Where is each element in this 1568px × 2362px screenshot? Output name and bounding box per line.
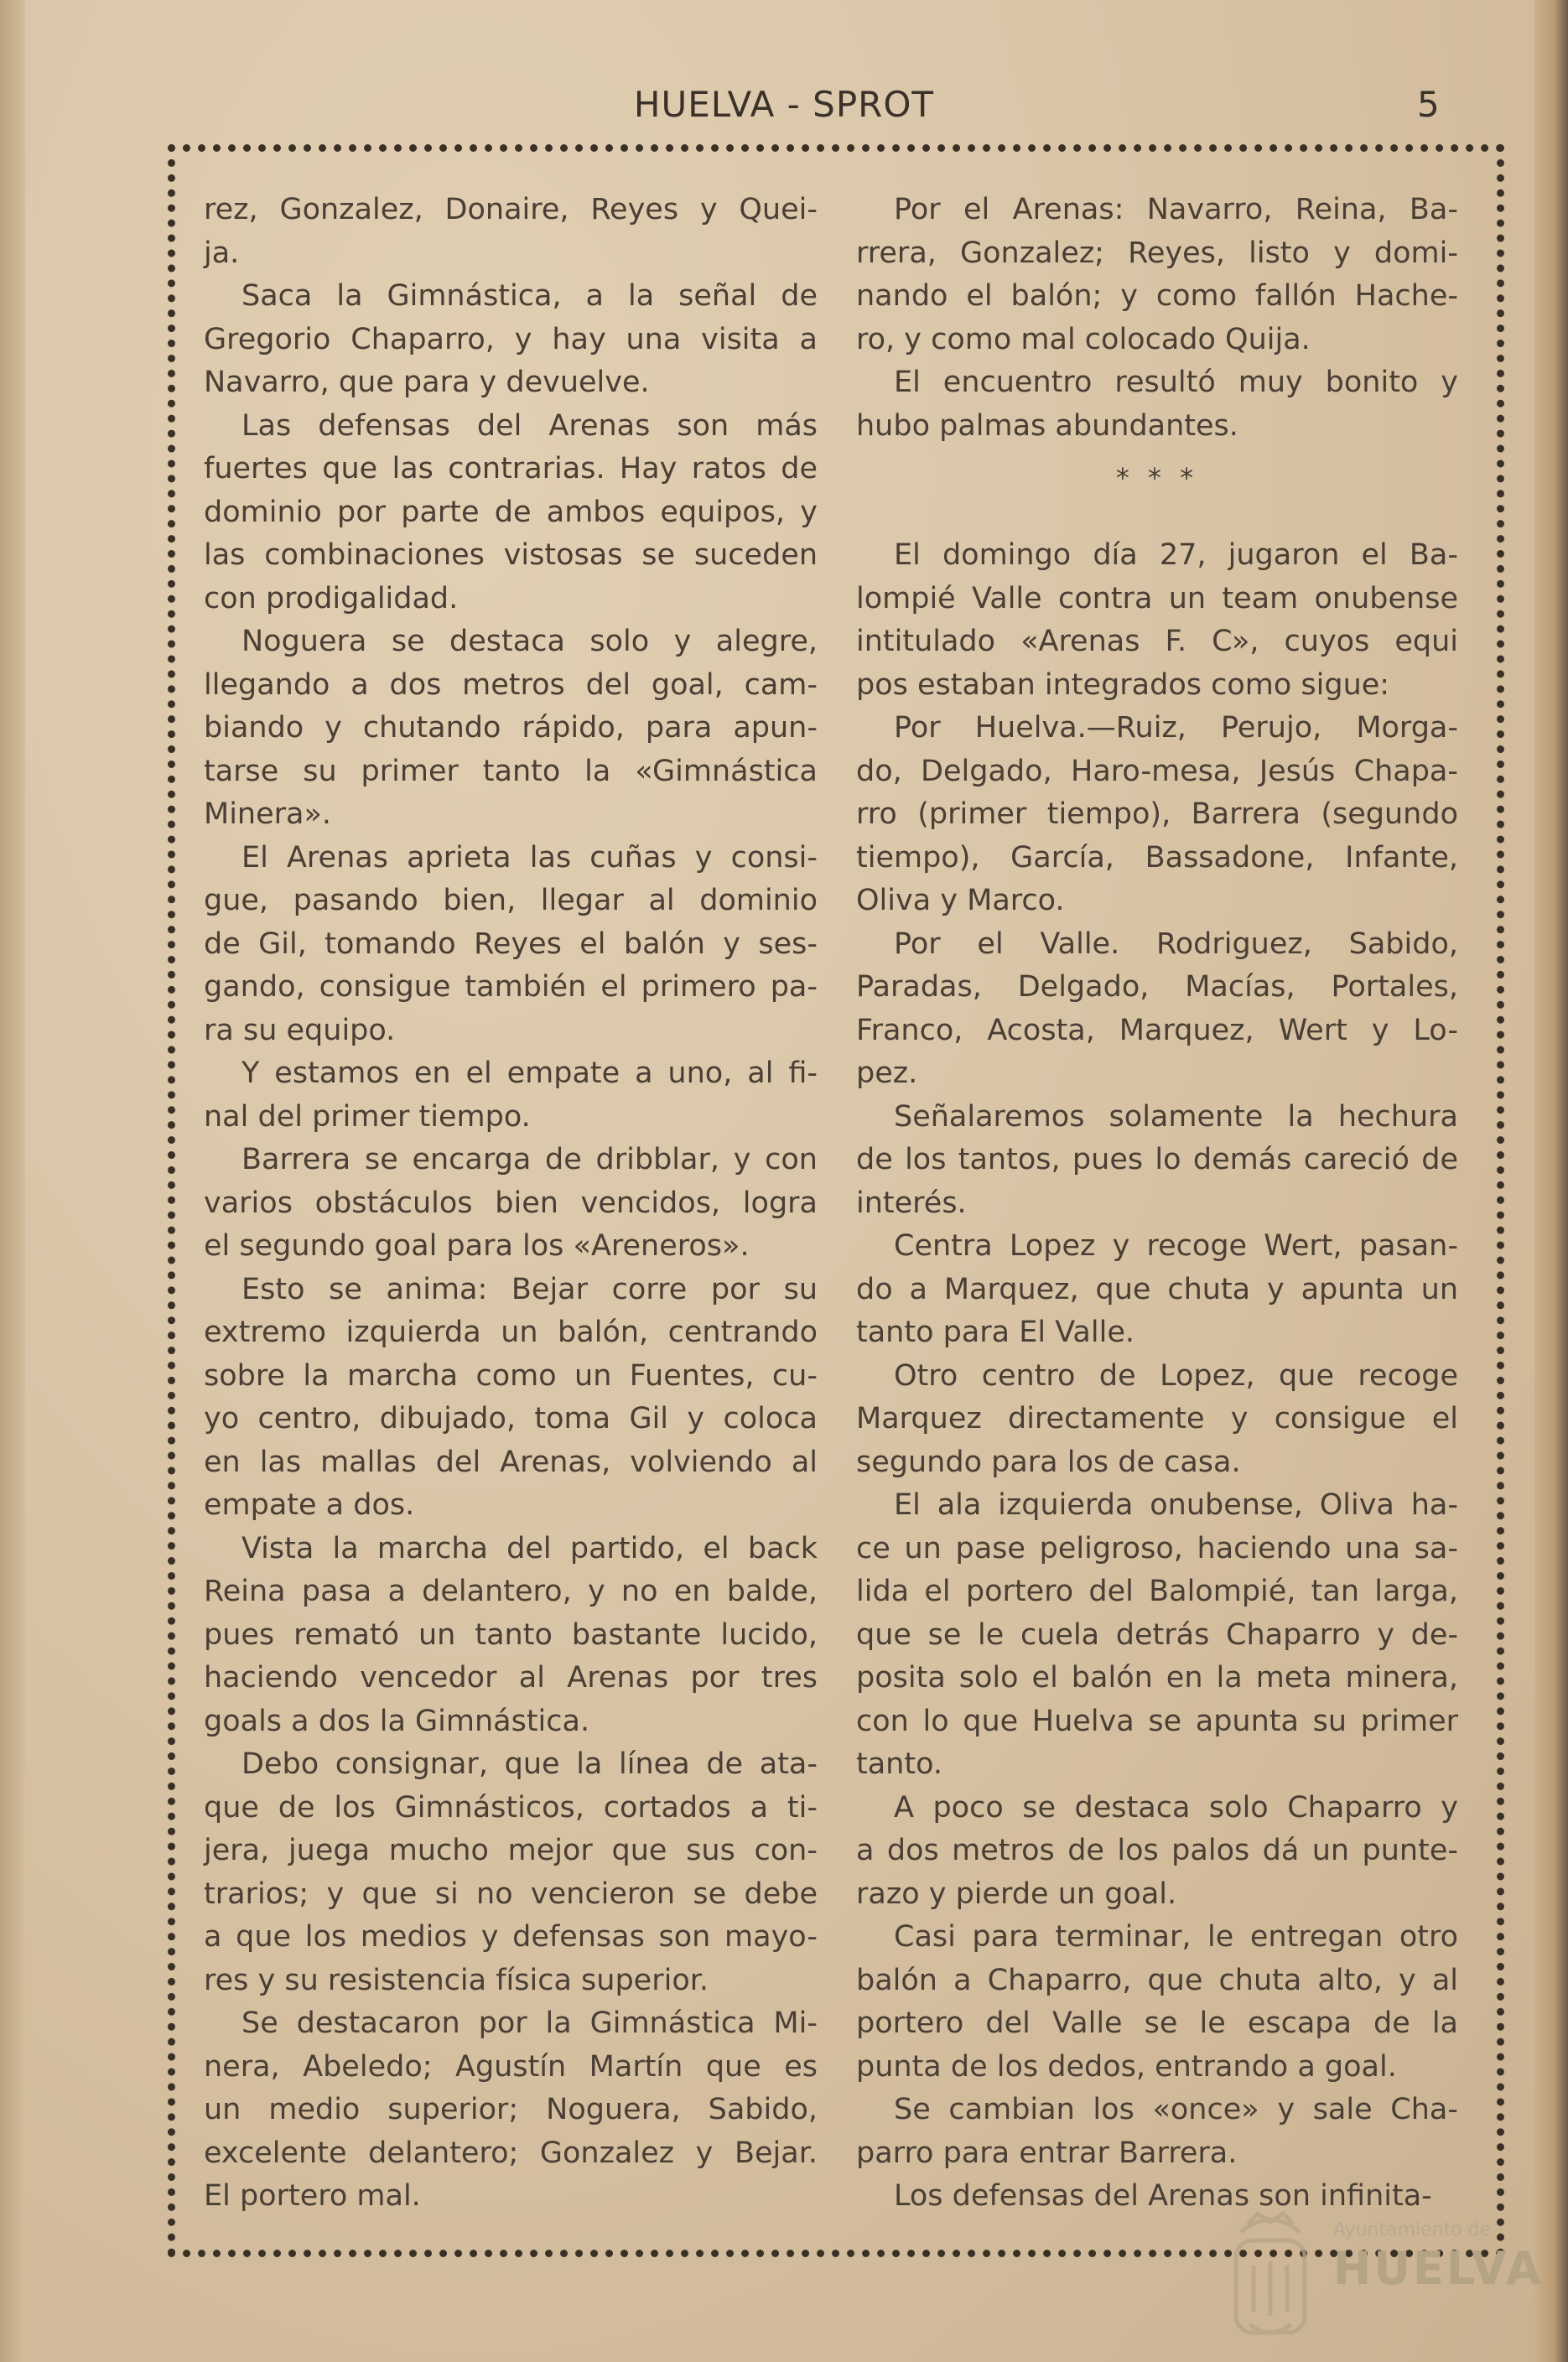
text-line: haciendo vencedor al Arenas por tres [204, 1661, 818, 1695]
text-line: llegando a dos metros del goal, cam- [204, 667, 818, 702]
text-line: razo y pierde un goal. [856, 1877, 1177, 1911]
text-line: con prodigalidad. [204, 581, 459, 615]
text-line: goals a dos la Gimnástica. [204, 1704, 590, 1738]
page-right-edge [1534, 0, 1568, 2362]
text-line: tarse su primer tanto la «Gimnástica [204, 754, 818, 788]
text-line: lida el portero del Balompié, tan larga, [856, 1575, 1458, 1608]
text-line: que se le cuela detrás Chaparro y de- [856, 1617, 1458, 1652]
text-line: que de los Gimnásticos, cortados a ti- [204, 1790, 818, 1825]
text-line: sobre la marcha como un Fuentes, cu- [204, 1358, 818, 1393]
text-line: rrera, Gonzalez; Reyes, listo y domi- [856, 236, 1458, 270]
text-line: Saca la Gimnástica, a la señal de [241, 279, 818, 313]
text-line: biando y chutando rápido, para apun- [204, 711, 818, 745]
text-line: yo centro, dibujado, toma Gil y coloca [204, 1402, 818, 1435]
text-line: jera, juega mucho mejor que sus con- [204, 1834, 818, 1867]
text-line: intitulado «Arenas F. C», cuyos equi [856, 625, 1458, 658]
text-line: dominio por parte de ambos equipos, y [204, 495, 818, 529]
text-line: ra su equipo. [204, 1013, 396, 1047]
text-line: excelente delantero; Gonzalez y Bejar. [204, 2136, 818, 2170]
text-line: a que los medios y defensas son mayo- [204, 1920, 818, 1954]
coat-of-arms-icon [1224, 2198, 1316, 2358]
text-line: nal del primer tiempo. [204, 1099, 531, 1134]
text-line: varios obstáculos bien vencidos, logra [204, 1186, 818, 1220]
text-line: portero del Valle se le escapa de la [856, 2006, 1458, 2040]
text-line: trarios; y que si no vencieron se debe [204, 1877, 818, 1911]
text-line: Casi para terminar, le entregan otro [894, 1920, 1458, 1954]
text-line: Gregorio Chaparro, y hay una visita a [204, 322, 818, 356]
text-line: a dos metros de los palos dá un punte- [856, 1834, 1458, 1867]
watermark-big-text: HUELVA [1333, 2242, 1544, 2295]
text-line: Minera». [204, 797, 332, 831]
text-line: Esto se anima: Bejar corre por su [241, 1272, 818, 1306]
text-line: Noguera se destaca solo y alegre, [241, 625, 818, 658]
right-column [856, 189, 1458, 2219]
text-line: Se cambian los «once» y sale Cha- [894, 2093, 1458, 2126]
text-line: segundo para los de casa. [856, 1445, 1241, 1479]
text-line: Franco, Acosta, Marquez, Wert y Lo- [856, 1013, 1458, 1047]
text-line: Por el Valle. Rodriguez, Sabido, [894, 927, 1458, 961]
text-line: gue, pasando bien, llegar al dominio [204, 884, 818, 917]
text-line: tanto para El Valle. [856, 1316, 1134, 1349]
text-line: punta de los dedos, entrando a goal. [856, 2049, 1397, 2084]
text-line: nera, Abeledo; Agustín Martín que es [204, 2049, 818, 2084]
text-line: El encuentro resultó muy bonito y [894, 366, 1458, 399]
text-line: nando el balón; y como fallón Hache- [856, 279, 1458, 313]
text-line: Navarro, que para y devuelve. [204, 366, 650, 399]
text-line: extremo izquierda un balón, centrando [204, 1316, 818, 1349]
text-line: do, Delgado, Haro-mesa, Jesús Chapa- [856, 754, 1458, 788]
text-line: Barrera se encarga de dribblar, y con [241, 1143, 818, 1176]
text-line: parro para entrar Barrera. [856, 2136, 1238, 2170]
text-line: un medio superior; Noguera, Sabido, [204, 2093, 818, 2126]
text-line: Por Huelva.—Ruiz, Perujo, Morga- [894, 711, 1458, 745]
text-line: ce un pase peligroso, haciendo una sa- [856, 1531, 1458, 1565]
text-line: de Gil, tomando Reyes el balón y ses- [204, 927, 818, 961]
text-line: empate a dos. [204, 1488, 415, 1522]
text-line: pez. [856, 1056, 918, 1090]
text-line: Vista la marcha del partido, el back [241, 1531, 818, 1565]
text-line: en las mallas del Arenas, volviendo al [204, 1445, 818, 1479]
text-line: Debo consignar, que la línea de ata- [241, 1747, 818, 1781]
running-head-title: HUELVA - SPROT [633, 84, 935, 125]
text-line: Las defensas del Arenas son más [241, 408, 818, 443]
text-line: de los tantos, pues lo demás careció de [856, 1143, 1458, 1176]
page-number: 5 [1417, 84, 1440, 125]
text-line: balón a Chaparro, que chuta alto, y al [856, 1963, 1458, 1997]
text-line: gando, consigue también el primero pa- [204, 970, 818, 1004]
text-line: tiempo), García, Bassadone, Infante, [856, 840, 1458, 875]
text-line: Centra Lopez y recoge Wert, pasan- [894, 1229, 1458, 1263]
text-line: las combinaciones vistosas se suceden [204, 538, 818, 572]
text-line: Por el Arenas: Navarro, Reina, Ba- [894, 193, 1458, 226]
text-line: ja. [204, 236, 240, 270]
text-line: rro (primer tiempo), Barrera (segundo [856, 797, 1458, 831]
text-line: el segundo goal para los «Areneros». [204, 1229, 750, 1263]
text-line: rez, Gonzalez, Donaire, Reyes y Quei- [204, 193, 818, 226]
watermark-small-text: Ayuntamiento de [1333, 2219, 1492, 2240]
text-line: pos estaban integrados como sigue: [856, 667, 1390, 702]
text-line: res y su resistencia física superior. [204, 1963, 709, 1997]
text-line: Oliva y Marco. [856, 884, 1065, 917]
text-line: Otro centro de Lopez, que recoge [894, 1358, 1458, 1393]
section-separator: * * * [1115, 462, 1199, 494]
text-line: Y estamos en el empate a uno, al fi- [241, 1056, 818, 1090]
text-line: pues remató un tanto bastante lucido, [204, 1617, 818, 1652]
text-line: ro, y como mal colocado Quija. [856, 322, 1311, 356]
text-line: Se destacaron por la Gimnástica Mi- [241, 2006, 818, 2040]
text-line: fuertes que las contrarias. Hay ratos de [204, 452, 818, 485]
text-line: hubo palmas abundantes. [856, 408, 1238, 443]
text-line: El portero mal. [204, 2179, 421, 2213]
text-line: Marquez directamente y consigue el [856, 1402, 1458, 1435]
text-line: Reina pasa a delantero, y no en balde, [204, 1575, 818, 1608]
text-line: posita solo el balón en la meta minera, [856, 1661, 1458, 1695]
text-line: El ala izquierda onubense, Oliva ha- [894, 1488, 1458, 1522]
text-line: do a Marquez, que chuta y apunta un [856, 1272, 1458, 1306]
text-line: Señalaremos solamente la hechura [894, 1099, 1458, 1134]
text-line: lompié Valle contra un team onubense [856, 581, 1458, 615]
text-line: Los defensas del Arenas son infinita- [894, 2179, 1432, 2213]
text-line: A poco se destaca solo Chaparro y [894, 1790, 1458, 1825]
text-line: con lo que Huelva se apunta su primer [856, 1704, 1458, 1738]
text-line: interés. [856, 1186, 967, 1220]
text-line: El domingo día 27, jugaron el Ba- [894, 538, 1458, 572]
text-line: Paradas, Delgado, Macías, Portales, [856, 970, 1458, 1004]
page-left-edge [0, 0, 25, 2362]
left-column [204, 189, 818, 2219]
text-line: El Arenas aprieta las cuñas y consi- [241, 840, 818, 875]
watermark-logo [1224, 2190, 1544, 2358]
text-line: tanto. [856, 1747, 943, 1781]
